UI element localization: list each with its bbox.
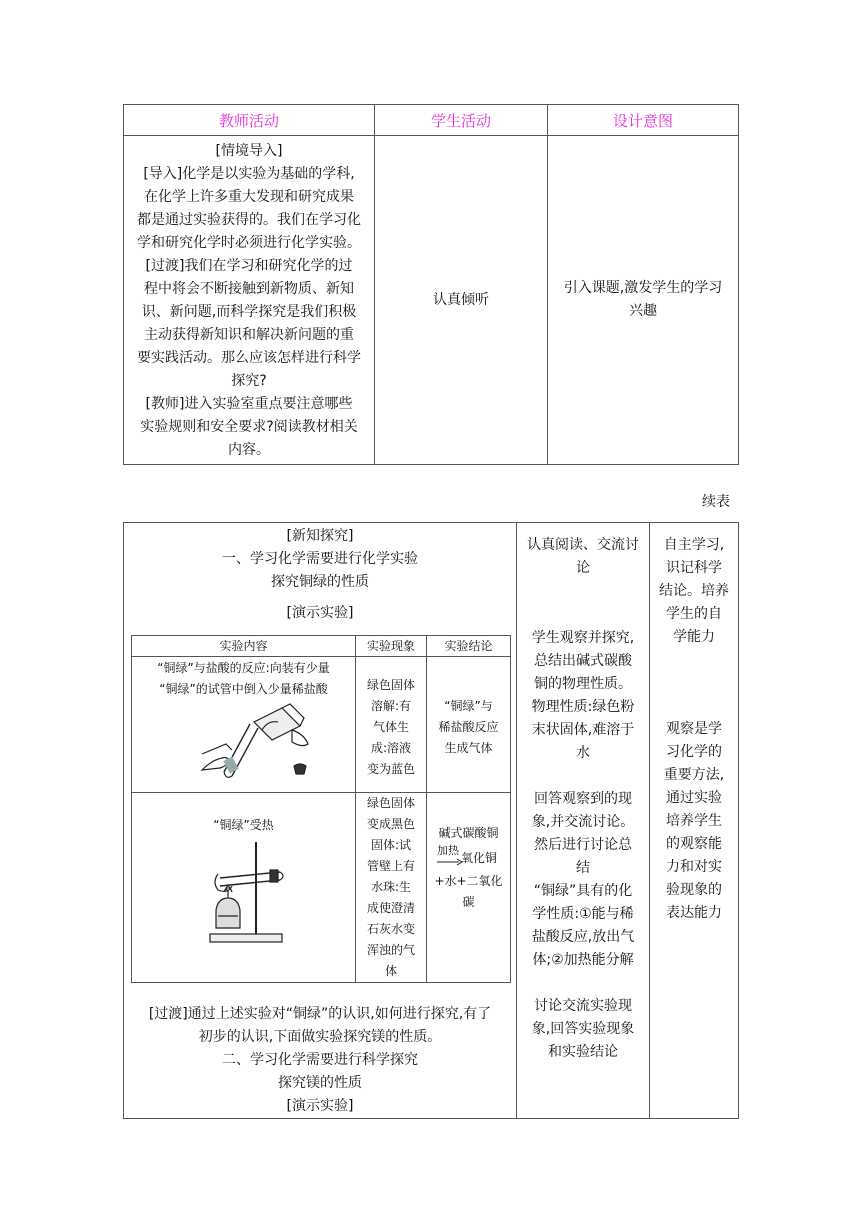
col-experiment-content: 实验内容 xyxy=(132,636,356,657)
student-activity-line: “铜绿”具有的化 xyxy=(533,883,633,899)
row1-phenomenon-line: 溶解:有 xyxy=(370,699,412,713)
row2-phenomenon-line: 浑浊的气 xyxy=(366,943,415,957)
continued-label: 续表 xyxy=(702,494,730,510)
design-intent-line: 的观察能 xyxy=(666,836,722,852)
row2-phenomenon-line: 管壁上有 xyxy=(366,859,415,873)
row1-conclusion-text xyxy=(427,657,510,759)
header-design-intent: 设计意图 xyxy=(548,105,739,136)
student-activity-line: 末状固体,难溶于 xyxy=(531,722,635,738)
row2-phenomenon-line: 固体:试 xyxy=(370,838,412,852)
experiment-row2-conclusion xyxy=(427,793,511,983)
transition-line: 二、学习化学需要进行科学探究 xyxy=(222,1052,418,1068)
design-intent-line: 习化学的 xyxy=(666,744,722,760)
intent-block-1 xyxy=(650,523,738,649)
acid-reaction-illustration xyxy=(132,700,355,780)
experiment-row1-phenomenon xyxy=(356,657,427,793)
row1-conclusion-line: 稀盐酸反应 xyxy=(438,720,499,734)
student-activity-line: 铜的物理性质。 xyxy=(534,676,632,692)
student-activity-line: 总结出碱式碳酸 xyxy=(534,653,632,669)
teacher-activity-line: 实验规则和安全要求?阅读教材相关 xyxy=(140,419,358,435)
design-intent-line: 重要方法, xyxy=(663,767,725,783)
row1-conclusion-line: 生成气体 xyxy=(444,741,493,755)
design-intent-cell xyxy=(548,136,739,465)
conclusion-product-2: +水+二氧化 xyxy=(434,874,503,888)
lesson-table-1 xyxy=(123,104,739,465)
row1-conclusion-line: “铜绿”与 xyxy=(444,699,493,713)
row2-phenomenon-line: 水珠:生 xyxy=(370,880,412,894)
lesson-table-2 xyxy=(123,522,739,1119)
student-activity-line: 讨论交流实验现 xyxy=(534,998,632,1014)
design-intent-line: 学能力 xyxy=(673,629,715,645)
design-intent-line: 识记科学 xyxy=(666,560,722,576)
design-intent-line: 自主学习, xyxy=(663,537,725,553)
experiment-row2-phenomenon xyxy=(356,793,427,983)
student-activity-line: 象,并交流讨论。 xyxy=(531,814,635,830)
conclusion-product-3: 碳 xyxy=(462,895,475,909)
section-heading xyxy=(124,523,516,594)
heating-apparatus-illustration xyxy=(132,836,355,946)
experiment-row1-conclusion xyxy=(427,657,511,793)
teacher-activity-line: 内容。 xyxy=(228,442,270,458)
header-student-activity: 学生活动 xyxy=(375,105,548,136)
student-activity-line: 学性质:①能与稀 xyxy=(532,906,634,922)
student-activity-line: 象,回答实验现象 xyxy=(531,1021,635,1037)
teacher-activity-line: 在化学上许多重大发现和研究成果 xyxy=(144,189,354,205)
student-activity-line: 学生观察并探究, xyxy=(531,630,635,646)
teacher-activity-line: [教师]进入实验室重点要注意哪些 xyxy=(145,396,353,412)
design-intent-cell xyxy=(650,523,739,1119)
row1-phenomenon-text xyxy=(356,657,426,780)
experiment-table xyxy=(131,635,511,983)
teacher-activity-line: [过渡]我们在学习和研究化学的过 xyxy=(145,258,353,274)
design-intent-line: 培养学生 xyxy=(666,813,722,829)
row1-content-line: “铜绿”与盐酸的反应:向装有少量 xyxy=(157,661,330,675)
teacher-activity-cell xyxy=(124,136,375,465)
design-intent-line: 验现象的 xyxy=(666,882,722,898)
student-block-2 xyxy=(517,580,649,765)
teacher-activity-cell xyxy=(124,523,517,1119)
student-activity-cell: 认真倾听 xyxy=(375,136,548,465)
design-intent-line: 观察是学 xyxy=(666,721,722,737)
design-intent-line: 通过实验 xyxy=(666,790,722,806)
transition-line: 探究镁的性质 xyxy=(278,1075,362,1091)
student-activity-line: 水 xyxy=(576,745,590,761)
student-activity-line: 物理性质:绿色粉 xyxy=(531,699,635,715)
row1-phenomenon-line: 绿色固体 xyxy=(366,678,415,692)
row1-phenomenon-line: 成:溶液 xyxy=(370,741,412,755)
teacher-activity-text xyxy=(130,140,368,462)
row1-content-line: “铜绿”的试管中倒入少量稀盐酸 xyxy=(159,682,328,696)
experiment-row2-text xyxy=(132,793,355,836)
row2-phenomenon-text xyxy=(356,793,426,982)
section-heading-line: [新知探究] xyxy=(286,528,354,544)
design-intent-line: 表达能力 xyxy=(666,905,722,921)
teacher-activity-line: 识、新问题,而科学探究是我们积极 xyxy=(141,304,357,320)
transition-text xyxy=(124,1003,516,1118)
student-activity-line: 盐酸反应,放出气 xyxy=(531,929,635,945)
row2-phenomenon-line: 变成黑色 xyxy=(366,817,415,831)
teacher-activity-line: 程中将会不断接触到新物质、新知 xyxy=(144,281,354,297)
reaction-arrow-icon xyxy=(437,858,463,866)
teacher-activity-line: 要实践活动。那么应该怎样进行科学 xyxy=(137,350,361,366)
row2-phenomenon-line: 绿色固体 xyxy=(366,796,415,810)
student-activity-cell xyxy=(517,523,650,1119)
student-activity-line: 和实验结论 xyxy=(548,1044,618,1060)
row2-conclusion-block xyxy=(427,793,510,913)
section-heading-line: 一、学习化学需要进行化学实验 xyxy=(222,551,418,567)
header-teacher-activity: 教师活动 xyxy=(124,105,375,136)
student-activity-line: 认真阅读、交流讨 xyxy=(527,537,639,553)
design-intent-line: 引入课题,激发学生的学习 xyxy=(563,280,723,296)
teacher-activity-line: 探究? xyxy=(231,373,267,389)
col-conclusion: 实验结论 xyxy=(427,636,511,657)
demo-label: [演示实验] xyxy=(286,605,354,621)
design-intent-text xyxy=(548,277,738,323)
transition-line: [演示实验] xyxy=(286,1098,354,1114)
row2-phenomenon-line: 石灰水变 xyxy=(366,922,415,936)
student-block-4 xyxy=(517,972,649,1064)
teacher-activity-line: [情境导入] xyxy=(215,143,283,159)
experiment-row1-content xyxy=(132,657,356,793)
row2-content-line: “铜绿”受热 xyxy=(213,818,274,832)
experiment-row2-content xyxy=(132,793,356,983)
row1-phenomenon-line: 变为蓝色 xyxy=(366,762,415,776)
row2-phenomenon-line: 体 xyxy=(384,964,397,978)
teacher-activity-line: 主动获得新知识和解决新问题的重 xyxy=(144,327,354,343)
intent-block-2 xyxy=(650,649,738,925)
student-block-3 xyxy=(517,765,649,972)
student-activity-line: 结 xyxy=(576,860,590,876)
design-intent-line: 学生的自 xyxy=(666,606,722,622)
transition-line: [过渡]通过上述实验对“铜绿”的认识,如何进行探究,有了 xyxy=(148,1006,492,1022)
section-heading-line: 探究铜绿的性质 xyxy=(271,574,369,590)
student-activity-line: 然后进行讨论总 xyxy=(534,837,632,853)
reaction-arrow-row xyxy=(427,844,510,871)
teacher-activity-line: [导入]化学是以实验为基础的学科, xyxy=(143,166,355,182)
design-intent-line: 结论。培养 xyxy=(659,583,729,599)
teacher-activity-line: 都是通过实验获得的。我们在学习化 xyxy=(137,212,361,228)
transition-line: 初步的认识,下面做实验探究镁的性质。 xyxy=(198,1029,442,1045)
student-activity-line: 体;②加热能分解 xyxy=(532,952,634,968)
arrow-label: 加热 xyxy=(437,844,459,857)
conclusion-reactant: 碱式碳酸铜 xyxy=(438,826,499,840)
row2-phenomenon-line: 成使澄清 xyxy=(366,901,415,915)
teacher-activity-line: 学和研究化学时必须进行化学实验。 xyxy=(137,235,361,251)
design-intent-line: 兴趣 xyxy=(629,303,657,319)
col-phenomenon: 实验现象 xyxy=(356,636,427,657)
student-block-1 xyxy=(517,523,649,580)
design-intent-line: 力和对实 xyxy=(666,859,722,875)
conclusion-product-1: 氧化铜 xyxy=(461,851,498,865)
student-activity-line: 回答观察到的现 xyxy=(534,791,632,807)
student-activity-line: 论 xyxy=(576,560,590,576)
experiment-row1-text xyxy=(132,657,355,700)
row1-phenomenon-line: 气体生 xyxy=(372,720,409,734)
